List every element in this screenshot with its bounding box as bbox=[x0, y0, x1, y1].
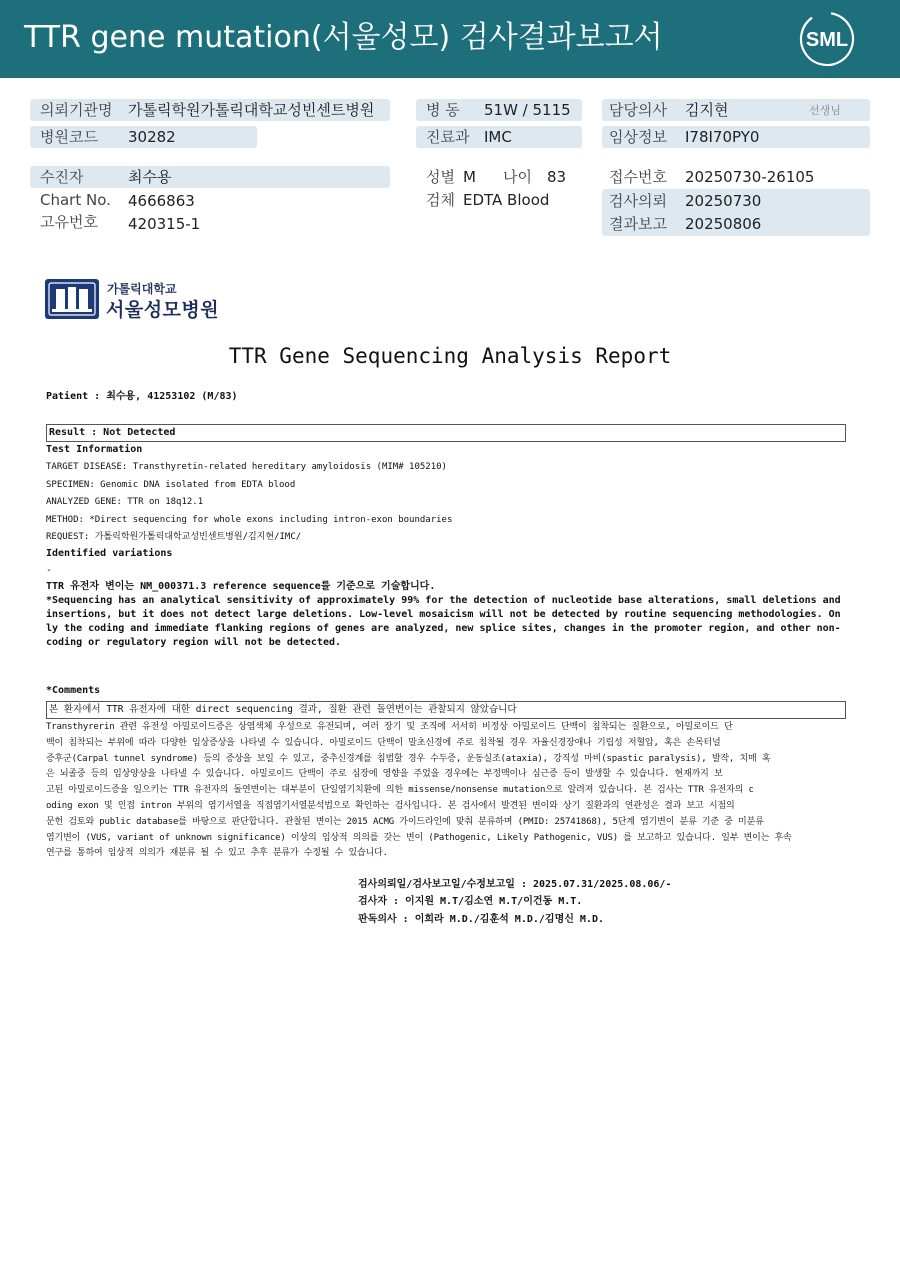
comment-line: 연구를 통하여 임상적 의의가 재분류 될 수 있고 추후 분류가 수정될 수 있습니다. bbox=[46, 848, 388, 859]
hospital-code-label: 병원코드 bbox=[40, 128, 98, 146]
result-text: Result : Not Detected bbox=[49, 427, 176, 438]
comment-line: 백이 침착되는 부위에 따라 다양한 임상증상을 나타낼 수 있습니다. 아밀로이드 단백이 말초신경에 주로 침착될 경우 자율신경장애나 기립성 저혈압, 혹은 손목터널 bbox=[46, 737, 721, 748]
request-line: REQUEST: 가톨릭학원가톨릭대학교성빈센트병원/김지현/IMC/ bbox=[46, 532, 302, 542]
dates-line: 검사의뢰일/검사보고일/수정보고일 : 2025.07.31/2025.08.06/- bbox=[358, 879, 672, 890]
sensitivity-paragraph bbox=[46, 594, 852, 650]
catholic-university-seal bbox=[44, 278, 100, 320]
header-bar bbox=[0, 0, 900, 78]
reference-note: TTR 유전자 변이는 NM_000371.3 reference sequence를 기준으로 기술합니다. bbox=[46, 581, 436, 592]
test-info-heading: Test Information bbox=[46, 444, 143, 455]
comment-line: 문헌 검토와 public database를 바탕으로 판단합니다. 관찰된 변이는 2015 ACMG 가이드라인에 맞춰 분류하며 (PMID: 25741868), 5단계 염기변이 분류 기준 중 미분류 bbox=[46, 816, 764, 827]
ward-label: 병 동 bbox=[426, 101, 460, 119]
report-title: TTR gene mutation(서울성모) 검사결과보고서 bbox=[24, 20, 663, 55]
clinical-value: I78I70PY0 bbox=[685, 128, 760, 146]
patient-value: 최수용 bbox=[128, 168, 172, 186]
dept-value: IMC bbox=[484, 128, 512, 146]
target-disease: TARGET DISEASE: Transthyretin-related hereditary amyloidosis (MIM# 105210) bbox=[46, 462, 447, 472]
chart-label: Chart No. bbox=[40, 191, 111, 209]
analyzed-gene: ANALYZED GENE: TTR on 18q12.1 bbox=[46, 497, 204, 507]
chart-value: 4666863 bbox=[128, 192, 195, 210]
method-line: METHOD: *Direct sequencing for whole exons including intron-exon boundaries bbox=[46, 515, 453, 525]
sex-value: M bbox=[463, 168, 476, 186]
sensitivity-line: coding or regulatory region will not be detected. bbox=[46, 637, 342, 648]
hospital-name-line1: 가톨릭대학교 bbox=[107, 282, 177, 296]
tester-line: 검사자 : 이지원 M.T/김소연 M.T/이건동 M.T. bbox=[358, 896, 583, 907]
age-label: 나이 bbox=[503, 168, 532, 186]
comment-line: 증후군(Carpal tunnel syndrome) 등의 증상을 보일 수 있고, 중추신경계를 침범할 경우 수두증, 운동실조(ataxia), 강직성 마비(spastic paralysis), 발작, 치매 혹 bbox=[46, 753, 771, 764]
request-date-value: 20250730 bbox=[685, 192, 762, 210]
institution-value: 가톨릭학원가톨릭대학교성빈센트병원 bbox=[128, 101, 375, 119]
identified-dash: - bbox=[46, 565, 53, 576]
report-heading: TTR Gene Sequencing Analysis Report bbox=[228, 344, 672, 368]
patient-bar bbox=[30, 166, 390, 188]
report-date-value: 20250806 bbox=[685, 215, 762, 233]
sml-logo bbox=[796, 10, 858, 68]
comments-paragraph bbox=[46, 720, 852, 862]
identified-heading: Identified variations bbox=[46, 548, 173, 559]
sensitivity-line: insertions, but it does not detect large deletions. Low-level mosaicism will not be detected by routine sequencing methodologies. On bbox=[46, 609, 841, 620]
specimen-line: SPECIMEN: Genomic DNA isolated from EDTA blood bbox=[46, 480, 296, 490]
comment-line: 고된 아밀로이드증을 일으키는 TTR 유전자의 돌연변이는 대부분이 단일염기치환에 의한 missense/nonsense mutation으로 알려져 있습니다. 본 검사는 TTR 유전자의 c bbox=[46, 785, 754, 796]
sml-logo-text: SML bbox=[805, 29, 849, 51]
comment-line: 은 뇌졸중 등의 임상양상을 나타낼 수 있습니다. 아밀로이드 단백이 주로 심장에 영향을 주었을 경우에는 부정맥이나 심근증 등이 발생할 수 있습니다. 현재까지 보 bbox=[46, 769, 723, 780]
patient-line: Patient : 최수용, 41253102 (M/83) bbox=[46, 391, 238, 402]
comment-box-text: 본 환자에서 TTR 유전자에 대한 direct sequencing 결과, 질환 관련 돌연변이는 관찰되지 않았습니다 bbox=[49, 704, 517, 715]
specimen-value: EDTA Blood bbox=[463, 191, 550, 209]
comments-heading: *Comments bbox=[46, 685, 101, 696]
receipt-value: 20250730-26105 bbox=[685, 168, 815, 186]
ward-value: 51W / 5115 bbox=[484, 101, 571, 119]
doctor-value: 김지현 bbox=[685, 101, 729, 119]
report-date-label: 결과보고 bbox=[609, 215, 667, 233]
clinical-label: 임상정보 bbox=[609, 128, 667, 146]
institution-label: 의뢰기관명 bbox=[40, 101, 113, 119]
specimen-label: 검체 bbox=[426, 191, 455, 209]
reader-line: 판독의사 : 이희라 M.D./김훈석 M.D./김명신 M.D. bbox=[358, 914, 604, 925]
dept-label: 진료과 bbox=[426, 128, 470, 146]
sex-label: 성별 bbox=[426, 168, 455, 186]
comment-line: oding exon 및 인접 intron 부위의 염기서열을 직접염기서열분석법으로 확인하는 검사입니다. 본 검사에서 발견된 변이와 상기 질환과의 연관성은 결과 보고 시점의 bbox=[46, 800, 735, 811]
doctor-suffix: 선생님 bbox=[809, 104, 841, 117]
receipt-label: 접수번호 bbox=[609, 168, 667, 186]
unique-label: 고유번호 bbox=[40, 213, 98, 231]
hospital-name-line2: 서울성모병원 bbox=[106, 299, 220, 321]
patient-label: 수진자 bbox=[40, 168, 84, 186]
comment-line: Transthyrerin 관련 유전성 아밀로이드증은 상염색체 우성으로 유전되며, 여러 장기 및 조직에 서서히 비정상 아밀로이드 단백이 침착되는 질환으로, 아밀로이드 단 bbox=[46, 722, 733, 732]
sensitivity-line: *Sequencing has an analytical sensitivity of approximately 99% for the detection of nucleotide base alterations, small deletions and bbox=[46, 595, 841, 606]
hospital-code-value: 30282 bbox=[128, 128, 176, 146]
doctor-label: 담당의사 bbox=[609, 101, 667, 119]
age-value: 83 bbox=[547, 168, 567, 186]
comment-line: 염기변이 (VUS, variant of unknown significance) 이상의 임상적 의의를 갖는 변이 (Pathogenic, Likely Pathogenic, VUS) 를 보고하고 있습니다. 일부 변이는 후속 bbox=[46, 832, 792, 843]
sensitivity-line: ly the coding and immediate flanking regions of genes are analyzed, new splice sites, changes in the promoter region, and other non- bbox=[46, 623, 841, 634]
request-date-label: 검사의뢰 bbox=[609, 192, 667, 210]
unique-value: 420315-1 bbox=[128, 215, 201, 233]
